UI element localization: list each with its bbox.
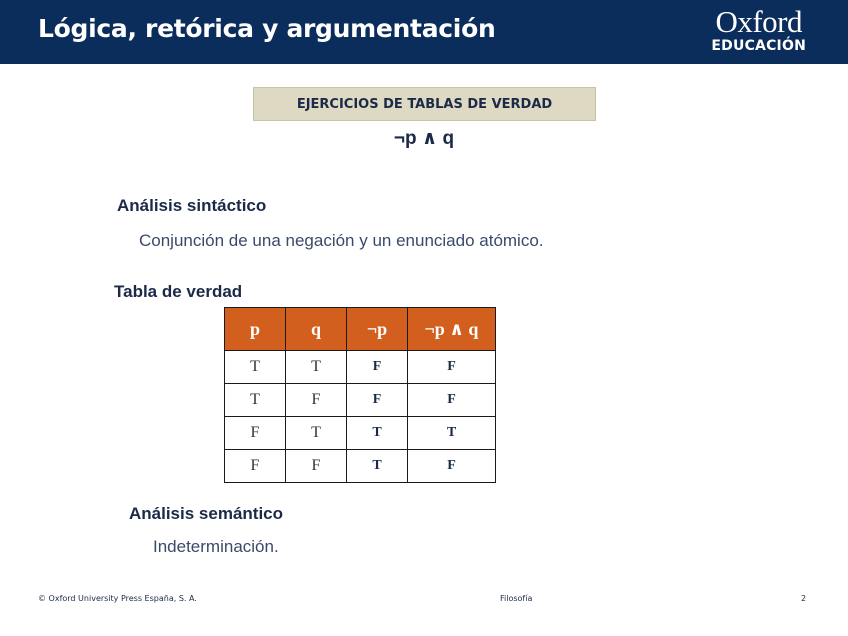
table-cell: F: [347, 384, 408, 417]
page-title: Lógica, retórica y argumentación: [38, 14, 496, 43]
table-cell: F: [286, 450, 347, 483]
table-row: [225, 417, 496, 450]
table-cell: F: [408, 384, 496, 417]
formula: ¬p ∧ q: [393, 128, 455, 149]
semantic-text: Indeterminación.: [153, 537, 279, 556]
oxford-logo: [711, 6, 806, 55]
logo-subtitle: EDUCACIÓN: [711, 38, 806, 54]
column-header-conjunction: ¬p ∧ q: [408, 308, 496, 351]
column-header-not-p: ¬p: [347, 308, 408, 351]
table-row: [225, 384, 496, 417]
table-cell: F: [225, 450, 286, 483]
table-cell: F: [347, 351, 408, 384]
exercise-title-box: EJERCICIOS DE TABLAS DE VERDAD: [253, 87, 596, 121]
table-cell: T: [347, 450, 408, 483]
table-cell: F: [408, 351, 496, 384]
table-cell: T: [225, 384, 286, 417]
table-cell: F: [225, 417, 286, 450]
footer-subject: Filosofía: [500, 594, 533, 603]
table-row: [225, 450, 496, 483]
semantic-heading: Análisis semántico: [129, 504, 284, 523]
syntactic-heading: Análisis sintáctico: [117, 196, 267, 215]
table-cell: T: [286, 351, 347, 384]
table-row: [225, 351, 496, 384]
table-cell: T: [286, 417, 347, 450]
footer-page-number: 2: [801, 594, 807, 603]
table-cell: T: [408, 417, 496, 450]
table-cell: F: [286, 384, 347, 417]
footer-copyright: © Oxford University Press España, S. A.: [38, 594, 197, 603]
truth-table-heading: Tabla de verdad: [114, 282, 243, 301]
table-cell: T: [347, 417, 408, 450]
column-header-q: q: [286, 308, 347, 351]
syntactic-text: Conjunción de una negación y un enunciado atómico.: [139, 231, 544, 250]
truth-table-header-row: [225, 308, 496, 351]
truth-table: [224, 307, 496, 483]
column-header-p: p: [225, 308, 286, 351]
table-cell: F: [408, 450, 496, 483]
header-bar: [0, 0, 848, 64]
logo-word: Oxford: [715, 4, 802, 39]
table-cell: T: [225, 351, 286, 384]
